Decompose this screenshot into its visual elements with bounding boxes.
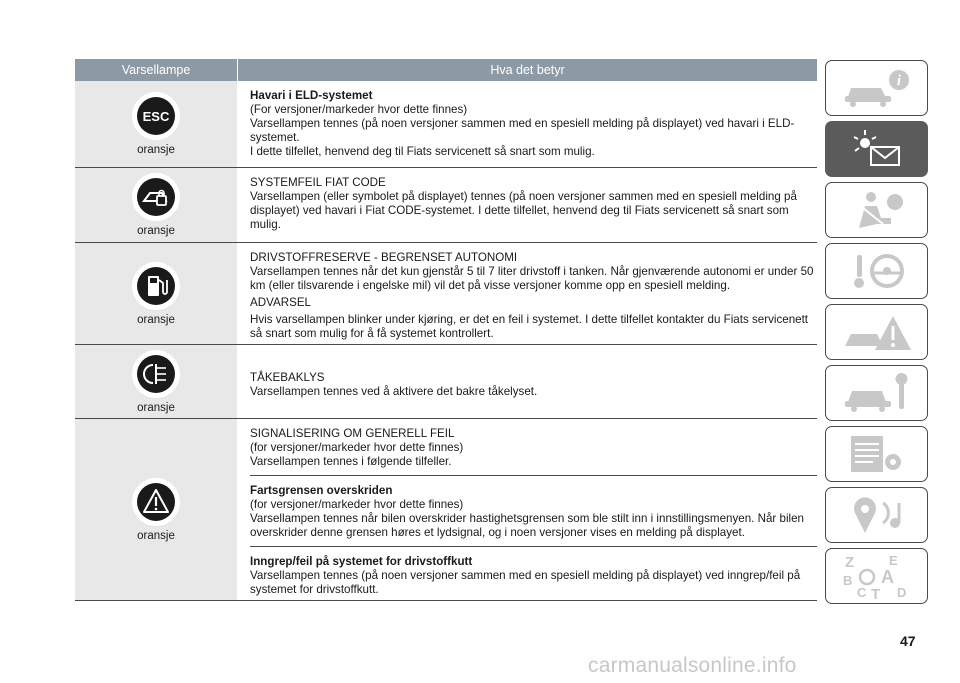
color-label: oransje	[137, 313, 175, 326]
description-line: I dette tilfellet, henvend deg til Fiats servicenett så snart som mulig.	[250, 145, 595, 158]
alphabetical-index-icon	[837, 551, 917, 601]
warning-lights-table	[75, 59, 817, 601]
fuel-pump-icon	[132, 262, 180, 310]
table-row	[75, 419, 817, 601]
car-info-icon	[837, 66, 917, 110]
description-cell	[238, 345, 817, 418]
description-line: Varsellampen tennes ved å aktivere det bakre tåkelyset.	[250, 385, 538, 398]
sub-section	[250, 427, 817, 475]
emergency-icon	[837, 310, 917, 354]
svg-text:ESC: ESC	[142, 109, 170, 124]
table-header	[75, 59, 817, 81]
table-row	[75, 168, 817, 243]
row-title: TÅKEBAKLYS	[250, 371, 325, 384]
svg-text:A: A	[880, 567, 894, 587]
description-cell	[238, 243, 817, 344]
tab-steering-key[interactable]	[825, 243, 928, 299]
esc-icon	[132, 92, 180, 140]
tab-technical-data[interactable]	[825, 426, 928, 482]
svg-text:i: i	[896, 73, 901, 89]
svg-text:T: T	[870, 586, 880, 601]
color-label: oransje	[137, 401, 175, 414]
seat-safety-icon	[837, 188, 917, 232]
car-maintenance-icon	[837, 371, 917, 415]
tab-warning-lights[interactable]	[825, 121, 928, 177]
rear-fog-light-icon	[132, 350, 180, 398]
column-header-meaning: Hva det betyr	[238, 59, 817, 81]
tab-car-info[interactable]	[825, 60, 928, 116]
svg-text:Z: Z	[844, 554, 854, 571]
description-cell	[238, 419, 817, 600]
warning-text: Hvis varsellampen blinker under kjøring, er det en feil i systemet. I dette tilfellet kontakter du Fiats servicenett så snart som mulig for å få systemet kontrollert.	[250, 313, 809, 340]
svg-text:E: E	[888, 553, 898, 568]
row-title: DRIVSTOFFRESERVE - BEGRENSET AUTONOMI	[250, 251, 518, 264]
warning-lights-message-icon	[837, 127, 917, 171]
table-row	[75, 81, 817, 168]
description-line: Varsellampen tennes (på noen versjoner sammen med en spesiell melding på displayet) ved inngrep/feil på systemet for drivstoffkutt.	[250, 569, 801, 596]
page-number: 47	[900, 633, 916, 649]
row-title: SYSTEMFEIL FIAT CODE	[250, 176, 386, 189]
warning-title: ADVARSEL	[250, 296, 311, 309]
icon-cell	[75, 243, 238, 344]
description-line: Varsellampen tennes når det kun gjenstår 5 til 7 liter drivstoff i tanken. Når gjenværende autonomi er under 50 km (eller tilsvarende i engelske mil) vil det på visse versjoner komme opp en spesiell melding.	[250, 265, 814, 292]
tab-car-maintenance[interactable]	[825, 365, 928, 421]
technical-data-icon	[837, 432, 917, 476]
icon-cell	[75, 168, 238, 242]
row-title: Havari i ELD-systemet	[250, 89, 373, 102]
description-cell	[238, 81, 817, 167]
description-line: Varsellampen (eller symbolet på displayet) tennes (på noen versjoner sammen med en spesiell melding på displayet) ved havari i Fiat CODE-systemet. I dette tilfellet, henvend deg til Fiats servicenett så snart som mulig.	[250, 190, 797, 231]
description-line: Varsellampen tennes (på noen versjoner sammen med en spesiell melding på displayet) ved havari i ELD-systemet.	[250, 117, 795, 144]
tab-multimedia[interactable]	[825, 487, 928, 543]
section-title: SIGNALISERING OM GENERELL FEIL	[250, 427, 455, 440]
color-label: oransje	[137, 144, 175, 156]
color-label: oransje	[137, 225, 175, 237]
svg-text:B: B	[842, 573, 852, 588]
icon-cell	[75, 419, 238, 600]
section-title: Inngrep/feil på systemet for drivstoffkutt	[250, 555, 473, 568]
column-header-warning-light: Varsellampe	[75, 59, 238, 81]
section-title: Fartsgrensen overskriden	[250, 484, 393, 497]
multimedia-icon	[837, 493, 917, 537]
steering-key-icon	[837, 249, 917, 293]
tab-emergency[interactable]	[825, 304, 928, 360]
description-line: Varsellampen tennes i følgende tilfeller.	[250, 455, 452, 468]
color-label: oransje	[137, 529, 175, 542]
description-cell	[238, 168, 817, 242]
table-row	[75, 345, 817, 419]
icon-cell	[75, 81, 238, 167]
tab-alphabetical-index[interactable]	[825, 548, 928, 604]
description-line: (For versjoner/markeder hvor dette finnes)	[250, 103, 468, 116]
description-line: Varsellampen tennes når bilen overskrider hastighetsgrensen som ble stilt inn i innstillingsmenyen. Når bilen overskrider denne grensen høres et lydsignal, og i noen versjoner vises en melding på displayet.	[250, 512, 804, 539]
table-row	[75, 243, 817, 345]
sub-section	[250, 546, 817, 603]
tab-seat-safety[interactable]	[825, 182, 928, 238]
svg-text:C: C	[856, 585, 866, 600]
icon-cell	[75, 345, 238, 418]
svg-text:D: D	[896, 585, 906, 600]
fiat-code-immobilizer-icon	[132, 173, 180, 221]
warning-triangle-icon	[132, 478, 180, 526]
watermark: carmanualsonline.info	[588, 654, 797, 677]
chapter-tabs	[825, 60, 928, 609]
sub-section	[250, 475, 817, 546]
description-line: (for versjoner/markeder hvor dette finnes)	[250, 498, 464, 511]
description-line: (for versjoner/markeder hvor dette finnes)	[250, 441, 464, 454]
